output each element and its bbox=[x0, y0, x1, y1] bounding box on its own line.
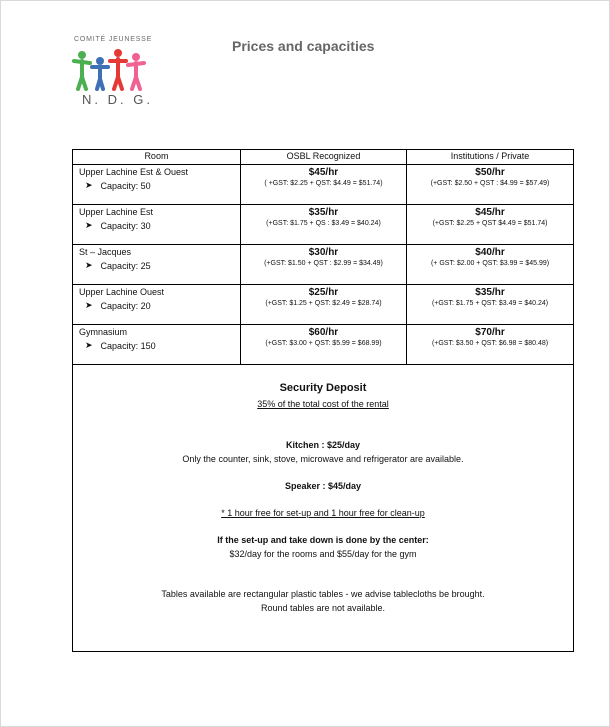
inst-price-cell bbox=[407, 205, 574, 245]
details-row bbox=[73, 365, 574, 652]
inst-calc: (+GST: $1.75 + QST: $3.49 = $40.24) bbox=[431, 300, 549, 307]
setup-text: $32/day for the rooms and $55/day for the gym bbox=[229, 549, 417, 559]
osbl-calc: ( +GST: $2.25 + QST: $4.49 = $51.74) bbox=[264, 180, 383, 187]
inst-price-cell bbox=[407, 165, 574, 205]
logo-bottom-text: N. D. G. bbox=[82, 92, 153, 107]
arrow-bullet-icon: ➤ bbox=[85, 220, 93, 230]
arrow-bullet-icon: ➤ bbox=[85, 340, 93, 350]
header-institutions: Institutions / Private bbox=[407, 150, 574, 165]
table-row bbox=[73, 285, 574, 325]
table-row bbox=[73, 245, 574, 285]
inst-rate: $35/hr bbox=[475, 287, 505, 298]
room-cell bbox=[73, 165, 241, 205]
page-title: Prices and capacities bbox=[232, 38, 375, 54]
room-name: Gymnasium bbox=[79, 327, 128, 337]
tables-text-2: Round tables are not available. bbox=[260, 603, 386, 613]
setup-note: * 1 hour free for set-up and 1 hour free for clean-up bbox=[221, 508, 425, 518]
room-name: St – Jacques bbox=[79, 247, 132, 257]
room-name: Upper Lachine Ouest bbox=[79, 287, 165, 297]
logo-top-text: COMITÉ JEUNESSE bbox=[74, 36, 153, 43]
room-capacity: Capacity: 150 bbox=[100, 340, 156, 351]
inst-calc: (+ GST: $2.00 + QST: $3.99 = $45.99) bbox=[430, 260, 550, 267]
table-row bbox=[73, 325, 574, 365]
room-cell bbox=[73, 245, 241, 285]
osbl-rate: $45/hr bbox=[308, 167, 339, 178]
inst-rate: $45/hr bbox=[475, 207, 505, 218]
inst-price-cell bbox=[407, 245, 574, 285]
osbl-rate: $30/hr bbox=[308, 247, 339, 258]
tables-text-1: Tables available are rectangular plastic tables - we advise tablecloths be brought. bbox=[161, 589, 485, 599]
osbl-price-cell bbox=[240, 245, 406, 285]
prices-table bbox=[72, 149, 574, 652]
logo bbox=[68, 34, 160, 112]
speaker-title: Speaker : $45/day bbox=[284, 481, 362, 491]
osbl-rate: $25/hr bbox=[308, 287, 339, 298]
inst-rate: $40/hr bbox=[475, 247, 505, 258]
header-osbl: OSBL Recognized bbox=[240, 150, 406, 165]
security-deposit-title: Security Deposit bbox=[279, 382, 367, 394]
room-cell bbox=[73, 285, 241, 325]
osbl-calc: (+GST: $1.75 + QS : $3.49 = $40.24) bbox=[266, 220, 381, 227]
inst-calc: (+GST: $2.25 + QST $4.49 = $51.74) bbox=[432, 220, 548, 227]
details-cell bbox=[73, 365, 574, 652]
inst-rate: $50/hr bbox=[475, 167, 505, 178]
osbl-calc: (+GST: $1.25 + QST: $2.49 = $28.74) bbox=[265, 300, 382, 307]
inst-price-cell bbox=[407, 285, 574, 325]
osbl-price-cell bbox=[240, 325, 406, 365]
security-deposit-text: 35% of the total cost of the rental bbox=[257, 399, 389, 409]
room-name: Upper Lachine Est bbox=[79, 207, 154, 217]
arrow-bullet-icon: ➤ bbox=[85, 260, 93, 270]
room-capacity: Capacity: 30 bbox=[100, 220, 151, 231]
setup-title: If the set-up and take down is done by the center: bbox=[217, 535, 429, 545]
room-capacity: Capacity: 20 bbox=[100, 300, 151, 311]
header-room: Room bbox=[73, 150, 241, 165]
osbl-rate: $60/hr bbox=[308, 327, 339, 338]
osbl-calc: (+GST: $3.00 + QST: $5.99 = $68.99) bbox=[265, 340, 382, 347]
osbl-rate: $35/hr bbox=[308, 207, 339, 218]
arrow-bullet-icon: ➤ bbox=[85, 300, 93, 310]
table-row bbox=[73, 205, 574, 245]
kitchen-title: Kitchen : $25/day bbox=[285, 440, 361, 450]
logo-figures-icon bbox=[70, 47, 156, 91]
osbl-price-cell bbox=[240, 165, 406, 205]
table-header-row bbox=[73, 150, 574, 165]
kitchen-text: Only the counter, sink, stove, microwave and refrigerator are available. bbox=[182, 454, 464, 464]
inst-calc: (+GST: $2.50 + QST : $4.99 = $57.49) bbox=[430, 180, 550, 187]
arrow-bullet-icon: ➤ bbox=[85, 180, 93, 190]
room-name: Upper Lachine Est & Ouest bbox=[79, 167, 189, 177]
room-cell bbox=[73, 325, 241, 365]
inst-rate: $70/hr bbox=[475, 327, 505, 338]
table-row bbox=[73, 165, 574, 205]
room-cell bbox=[73, 205, 241, 245]
room-capacity: Capacity: 50 bbox=[100, 180, 151, 191]
room-capacity: Capacity: 25 bbox=[100, 260, 151, 271]
inst-price-cell bbox=[407, 325, 574, 365]
osbl-calc: (+GST: $1.50 + QST : $2.99 = $34.49) bbox=[264, 260, 383, 267]
osbl-price-cell bbox=[240, 205, 406, 245]
inst-calc: (+GST: $3.50 + QST: $6.98 = $80.48) bbox=[431, 340, 549, 347]
osbl-price-cell bbox=[240, 285, 406, 325]
